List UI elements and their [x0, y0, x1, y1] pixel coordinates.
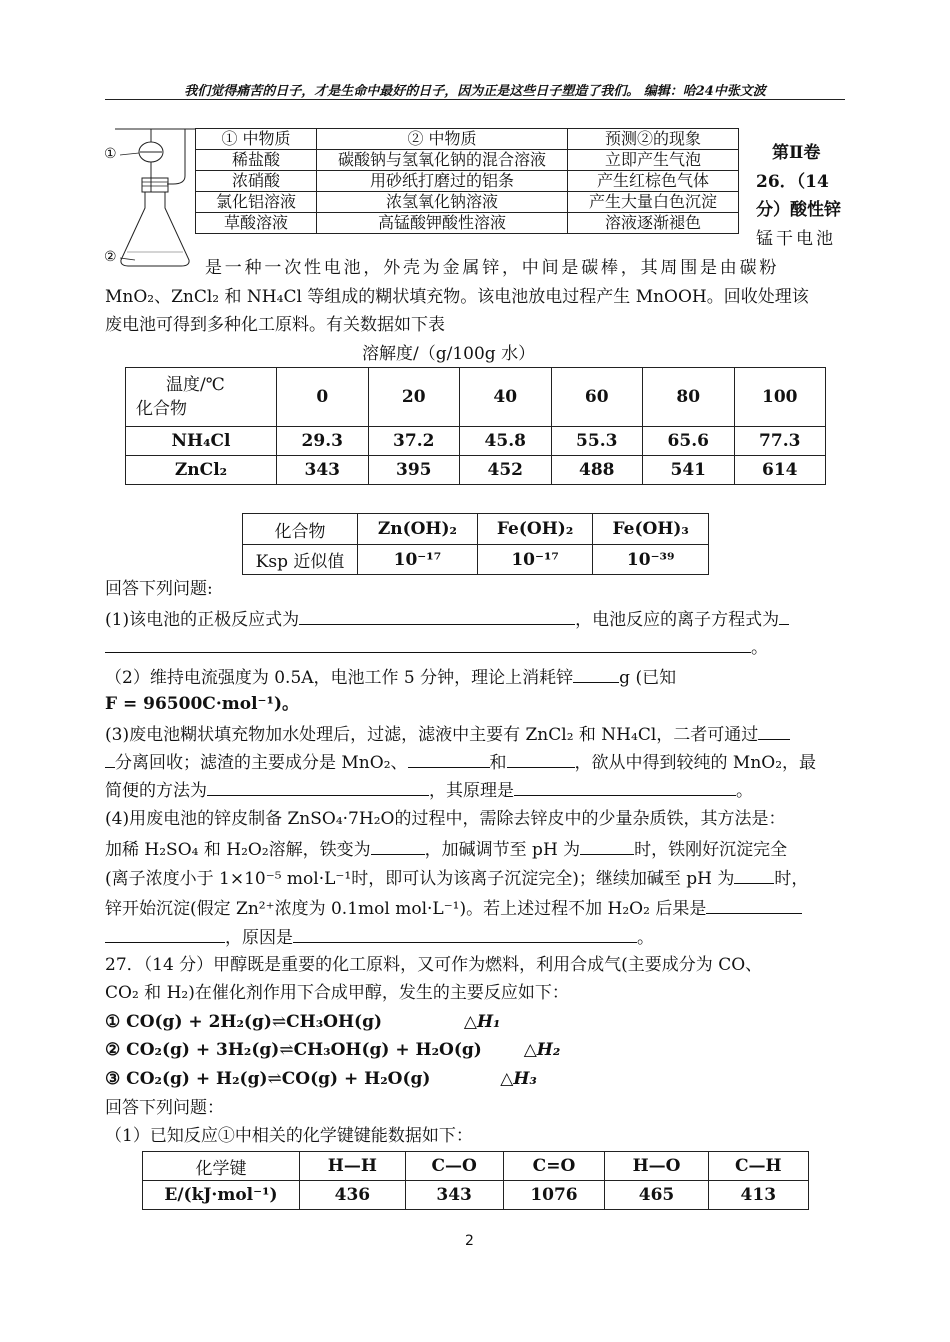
- answer-blank[interactable]: [779, 606, 789, 625]
- q26-head-2: 分）酸性锌: [756, 200, 841, 220]
- q26-part3-text-f: ，其原理是: [429, 781, 514, 801]
- answer-blank[interactable]: [507, 749, 575, 768]
- answer-blank[interactable]: [105, 634, 751, 653]
- table-cell: 55.3: [551, 427, 643, 456]
- table-header-cell: C—O: [405, 1152, 503, 1181]
- reaction-1: [105, 1010, 500, 1034]
- q26-part4-text-e: (离子浓度小于 1×10⁻⁵ mol·L⁻¹时，即可认为该离子沉淀完全)；继续加碱至 pH 为: [105, 869, 735, 889]
- q26-part4-text-g: 锌开始沉淀(假定 Zn²⁺浓度为 0.1mol mol·L⁻¹)。若上述过程不加 H₂O₂ 后果是: [105, 899, 707, 919]
- q27-part1: （1）已知反应①中相关的化学键键能数据如下：: [105, 1126, 473, 1146]
- table-cell: 343: [405, 1181, 503, 1210]
- q26-part3-text-c: 和: [489, 753, 507, 773]
- apparatus-label-2: ②: [104, 249, 117, 265]
- table-cell: 立即产生气泡: [568, 150, 739, 171]
- experiment-table: [195, 128, 739, 234]
- reaction-rhs: CO(g) + H₂O(g): [281, 1069, 431, 1089]
- q26-part4-text-i: 。: [637, 928, 654, 948]
- corner-bottom-label: 化合物: [136, 399, 187, 419]
- table-cell: 29.3: [277, 427, 369, 456]
- table-cell: 45.8: [460, 427, 552, 456]
- table-cell: 413: [708, 1181, 808, 1210]
- page-header: 我们觉得痛苦的日子，才是生命中最好的日子，因为正是这些日子塑造了我们。 编辑：哈24中张文波: [184, 84, 766, 99]
- q26-part4-text-b: 加稀 H₂SO₄ 和 H₂O₂溶解，铁变为: [105, 840, 371, 860]
- table-row: [143, 1181, 809, 1210]
- equilibrium-arrow-icon: ⇌: [267, 1069, 282, 1089]
- table-header-cell: 100: [734, 368, 826, 427]
- reaction-rhs: CH₃OH(g): [286, 1012, 383, 1032]
- bond-energy-table: [142, 1151, 809, 1210]
- table-cell: 541: [643, 456, 735, 485]
- table-cell: 65.6: [643, 427, 735, 456]
- reaction-3: [105, 1067, 537, 1091]
- flask-apparatus-icon: [105, 124, 197, 270]
- q26-part1-text-b: ，电池反应的离子方程式为: [575, 610, 780, 630]
- table-header-cell: Zn(OH)₂: [358, 514, 478, 545]
- table-cell: ZnCl₂: [126, 456, 277, 485]
- table-cell: 488: [551, 456, 643, 485]
- q26-part3-text-a: (3)废电池糊状填充物加水处理后，过滤，滤液中主要有 ZnCl₂ 和 NH₄Cl，二者可通过: [105, 725, 759, 745]
- table-cell: 10⁻³⁹: [593, 545, 709, 575]
- table-header-cell: ① 中物质: [196, 129, 317, 150]
- table-header-cell: C=O: [503, 1152, 605, 1181]
- reaction-2: [105, 1038, 560, 1062]
- answer-prompt: 回答下列问题:: [105, 579, 213, 599]
- table-cell: 465: [605, 1181, 708, 1210]
- table-header-cell: ② 中物质: [317, 129, 568, 150]
- answer-blank[interactable]: [371, 836, 425, 855]
- table-header-cell: 化合物: [243, 514, 358, 545]
- q26-part3-line3: [105, 777, 753, 803]
- answer-blank[interactable]: [105, 749, 115, 768]
- q26-part4-line4: [105, 895, 802, 921]
- table-cell: 氯化铝溶液: [196, 192, 317, 213]
- q26-part3: [105, 721, 790, 747]
- table-row: [143, 1152, 809, 1181]
- q26-part2: [105, 664, 676, 690]
- table-cell: 452: [460, 456, 552, 485]
- q26-part4-text-h: ，原因是: [225, 928, 293, 948]
- table-cell: 10⁻¹⁷: [358, 545, 478, 575]
- table-cell: 产生大量白色沉淀: [568, 192, 739, 213]
- table-header-cell: 20: [368, 368, 460, 427]
- answer-blank[interactable]: [105, 924, 225, 943]
- table-cell: 343: [277, 456, 369, 485]
- q26-part3-text-b: 分离回收；滤渣的主要成分是 MnO₂、: [115, 753, 408, 773]
- q27-intro-1: 27．（14 分）甲醇既是重要的化工原料，又可作为燃料，利用合成气(主要成分为 CO、: [105, 955, 763, 975]
- table-cell: 产生红棕色气体: [568, 171, 739, 192]
- ksp-table: [242, 513, 709, 575]
- q26-part2-text-b: g (已知: [619, 668, 677, 688]
- table-header-cell: H—H: [300, 1152, 406, 1181]
- q26-part1-text-a: (1)该电池的正极反应式为: [105, 610, 300, 630]
- q26-head-1: 26．（14: [756, 172, 829, 192]
- q26-part1-end: 。: [751, 638, 768, 658]
- answer-blank[interactable]: [758, 721, 790, 740]
- table-cell: 37.2: [368, 427, 460, 456]
- reaction-lhs: CO(g) + 2H₂(g): [126, 1012, 272, 1032]
- reaction-lhs: CO₂(g) + 3H₂(g): [126, 1040, 280, 1060]
- reaction-enthalpy: △H₁: [463, 1012, 501, 1032]
- reaction-num: ③: [105, 1069, 121, 1089]
- table-cell: 草酸溶液: [196, 213, 317, 234]
- reaction-lhs: CO₂(g) + H₂(g): [126, 1069, 268, 1089]
- table-header-cell: C—H: [708, 1152, 808, 1181]
- reaction-enthalpy: △H₃: [500, 1069, 537, 1089]
- section-title: 第Ⅱ卷: [772, 143, 821, 163]
- q26-part1: [105, 606, 789, 632]
- table-row: [196, 129, 739, 150]
- equilibrium-arrow-icon: ⇌: [279, 1040, 294, 1060]
- answer-blank[interactable]: [573, 664, 619, 683]
- table-row: [196, 150, 739, 171]
- q26-part4: (4)用废电池的锌皮制备 ZnSO₄·7H₂O的过程中，需除去锌皮中的少量杂质铁，其方法是：: [105, 809, 786, 829]
- table-corner-cell: [126, 368, 277, 427]
- q26-head-3: 锰干电池: [756, 229, 836, 249]
- table-cell: 浓硝酸: [196, 171, 317, 192]
- table-cell: 436: [300, 1181, 406, 1210]
- table-row: [126, 368, 826, 427]
- table-cell: 77.3: [734, 427, 826, 456]
- table-cell: 碳酸钠与氢氧化钠的混合溶液: [317, 150, 568, 171]
- q26-part4-line3: [105, 865, 808, 891]
- table-cell: 用砂纸打磨过的铝条: [317, 171, 568, 192]
- q26-part3-text-g: 。: [736, 781, 753, 801]
- table-cell: 高锰酸钾酸性溶液: [317, 213, 568, 234]
- table-row: [196, 171, 739, 192]
- table-header-cell: Fe(OH)₃: [593, 514, 709, 545]
- q26-part2-text-a: （2）维持电流强度为 0.5A，电池工作 5 分钟，理论上消耗锌: [105, 668, 574, 688]
- table-header-cell: 0: [277, 368, 369, 427]
- corner-top-label: 温度/℃: [166, 375, 225, 395]
- reaction-rhs: CH₃OH(g) + H₂O(g): [293, 1040, 482, 1060]
- header-rule: [105, 99, 845, 100]
- table-cell: 稀盐酸: [196, 150, 317, 171]
- reaction-num: ②: [105, 1040, 121, 1060]
- q26-part4-text-f: 时，: [774, 869, 809, 889]
- reaction-enthalpy: △H₂: [523, 1040, 561, 1060]
- answer-blank[interactable]: [514, 777, 736, 796]
- q26-part4-text-d: 时，铁刚好沉淀完全: [634, 840, 788, 860]
- q26-part1-line2: [105, 634, 768, 660]
- q26-intro-3: 废电池可得到多种化工原料。有关数据如下表: [105, 315, 445, 335]
- table-row: [243, 514, 709, 545]
- table-cell: E/(kJ·mol⁻¹): [143, 1181, 300, 1210]
- page-number: 2: [465, 1233, 474, 1249]
- table-row: [126, 427, 826, 456]
- q26-part4-line5: [105, 924, 654, 950]
- q26-intro-1: 是一种一次性电池，外壳为金属锌，中间是碳棒，其周围是由碳粉: [205, 258, 780, 278]
- solubility-caption: 溶解度/（g/100g 水）: [362, 344, 536, 364]
- table-cell: 1076: [503, 1181, 605, 1210]
- q26-part2-line2: F = 96500C·mol⁻¹)。: [105, 694, 299, 714]
- table-header-cell: 80: [643, 368, 735, 427]
- apparatus-label-1: ①: [104, 146, 117, 162]
- table-header-cell: 化学键: [143, 1152, 300, 1181]
- q26-intro-2: MnO₂、ZnCl₂ 和 NH₄Cl 等组成的糊状填充物。该电池放电过程产生 MnOOH。回收处理该: [105, 287, 809, 307]
- table-cell: Ksp 近似值: [243, 545, 358, 575]
- table-cell: 浓氢氧化钠溶液: [317, 192, 568, 213]
- table-cell: 614: [734, 456, 826, 485]
- table-header-cell: Fe(OH)₂: [477, 514, 593, 545]
- table-cell: 395: [368, 456, 460, 485]
- table-header-cell: 预测②的现象: [568, 129, 739, 150]
- q26-part4-line2: [105, 836, 787, 862]
- answer-blank[interactable]: [734, 865, 774, 884]
- table-cell: NH₄Cl: [126, 427, 277, 456]
- table-cell: 10⁻¹⁷: [477, 545, 593, 575]
- table-header-cell: 60: [551, 368, 643, 427]
- q26-part3-text-e: 简便的方法为: [105, 781, 207, 801]
- table-row: [243, 545, 709, 575]
- answer-blank[interactable]: [293, 924, 637, 943]
- q27-intro-2: CO₂ 和 H₂)在催化剂作用下合成甲醇，发生的主要反应如下：: [105, 983, 569, 1003]
- reaction-num: ①: [105, 1012, 121, 1032]
- table-cell: 溶液逐渐褪色: [568, 213, 739, 234]
- answer-blank[interactable]: [408, 749, 490, 768]
- q26-part3-line2: [105, 749, 816, 775]
- table-row: [196, 213, 739, 234]
- table-row: [196, 192, 739, 213]
- table-header-cell: H—O: [605, 1152, 708, 1181]
- table-header-cell: 40: [460, 368, 552, 427]
- solubility-table: [125, 367, 826, 485]
- q26-part3-text-d: ，欲从中得到较纯的 MnO₂，最: [574, 753, 817, 773]
- answer-blank[interactable]: [580, 836, 634, 855]
- q27-answer-prompt: 回答下列问题：: [105, 1098, 224, 1118]
- q26-part4-text-c: ，加碱调节至 pH 为: [424, 840, 581, 860]
- answer-blank[interactable]: [299, 606, 575, 625]
- table-row: [126, 456, 826, 485]
- answer-blank[interactable]: [207, 777, 429, 796]
- answer-blank[interactable]: [706, 895, 802, 914]
- equilibrium-arrow-icon: ⇌: [271, 1012, 287, 1032]
